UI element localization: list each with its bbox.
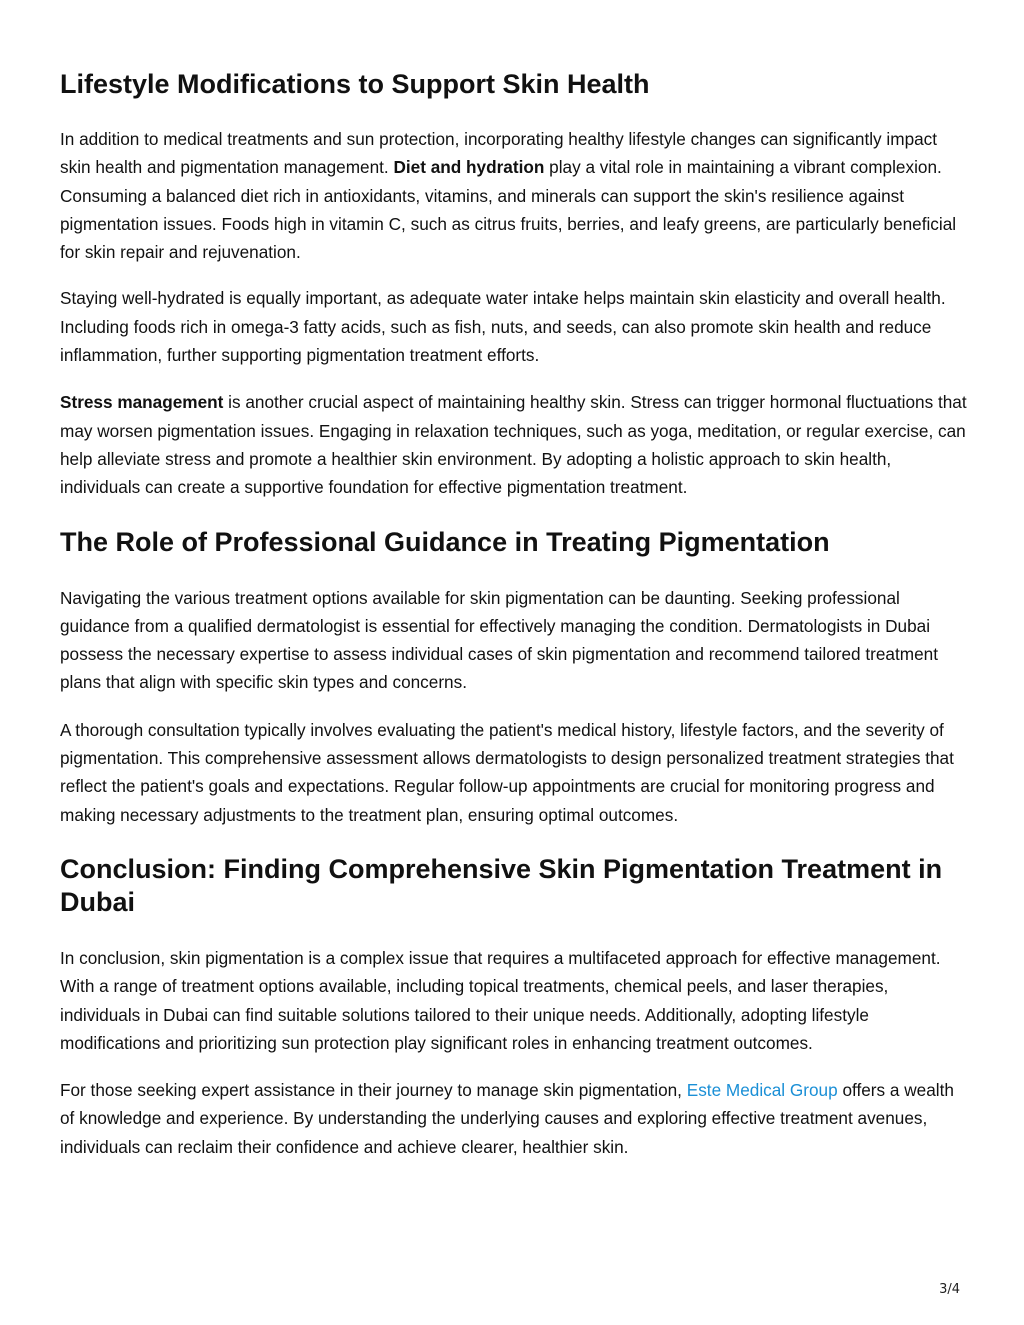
page-number: 3/4 xyxy=(939,1282,960,1297)
este-medical-group-link[interactable]: Este Medical Group xyxy=(686,1080,838,1101)
bold-term-stress: Stress management xyxy=(60,392,224,413)
section-heading-professional-guidance: The Role of Professional Guidance in Treating Pigmentation xyxy=(60,526,830,557)
paragraph-text: In addition to medical treatments and sun protection, incorporating healthy lifestyle changes can significantly impact skin health and pigmentation management. xyxy=(60,129,938,178)
section-heading-lifestyle: Lifestyle Modifications to Support Skin Health xyxy=(60,69,650,99)
bold-term-diet: Diet and hydration xyxy=(393,157,545,178)
paragraph-diet xyxy=(60,125,970,266)
paragraph-consultation: A thorough consultation typically involves evaluating the patient's medical history, lifestyle factors, and the severity of pigmentation. This comprehensive assessment allows dermatologists to design personalized treatment strategies that reflect the patient's goals and expectations. Regular follow-up appointments are crucial for monitoring progress and making necessary adjustments to the treatment plan, ensuring optimal outcomes. xyxy=(60,719,954,825)
paragraph-text: For those seeking expert assistance in their journey to manage skin pigmentation, xyxy=(60,1080,687,1101)
paragraph-text: offers a wealth of knowledge and experience. By understanding the underlying causes and exploring effective treatment avenues, individuals can reclaim their confidence and achieve clearer, healthier skin. xyxy=(60,1080,954,1157)
section-heading-conclusion: Conclusion: Finding Comprehensive Skin Pigmentation Treatment in Dubai xyxy=(60,853,943,917)
paragraph-expert-assistance xyxy=(60,1076,970,1161)
paragraph-hydration: Staying well-hydrated is equally important, as adequate water intake helps maintain skin elasticity and overall health. Including foods rich in omega-3 fatty acids, such as fish, nuts, and seeds, can also promote skin health and reduce inflammation, further supporting pigmentation treatment efforts. xyxy=(60,288,946,366)
document-page xyxy=(60,0,970,1161)
paragraph-conclusion: In conclusion, skin pigmentation is a complex issue that requires a multifaceted approach for effective management. With a range of treatment options available, including topical treatments, chemical peels, and laser therapies, individuals in Dubai can find suitable solutions tailored to their unique needs. Additionally, adopting lifestyle modifications and prioritizing sun protection play significant roles in enhancing treatment outcomes. xyxy=(60,947,941,1053)
paragraph-stress xyxy=(60,388,970,501)
paragraph-text: is another crucial aspect of maintaining healthy skin. Stress can trigger hormonal fluctuations that may worsen pigmentation issues. Engaging in relaxation techniques, such as yoga, meditation, or regular exercise, can help alleviate stress and promote a healthier skin environment. By adopting a holistic approach to skin health, individuals can create a supportive foundation for effective pigmentation treatment. xyxy=(60,392,967,498)
paragraph-text: play a vital role in maintaining a vibrant complexion. Consuming a balanced diet rich in antioxidants, vitamins, and minerals can support the skin's resilience against pigmentation issues. Foods high in vitamin C, such as citrus fruits, berries, and leafy greens, are particularly beneficial for skin repair and rejuvenation. xyxy=(60,157,957,263)
paragraph-navigating: Navigating the various treatment options available for skin pigmentation can be daunting. Seeking professional guidance from a qualified dermatologist is essential for effectively managing the condition. Dermatologists in Dubai possess the necessary expertise to assess individual cases of skin pigmentation and recommend tailored treatment plans that align with specific skin types and concerns. xyxy=(60,587,938,693)
